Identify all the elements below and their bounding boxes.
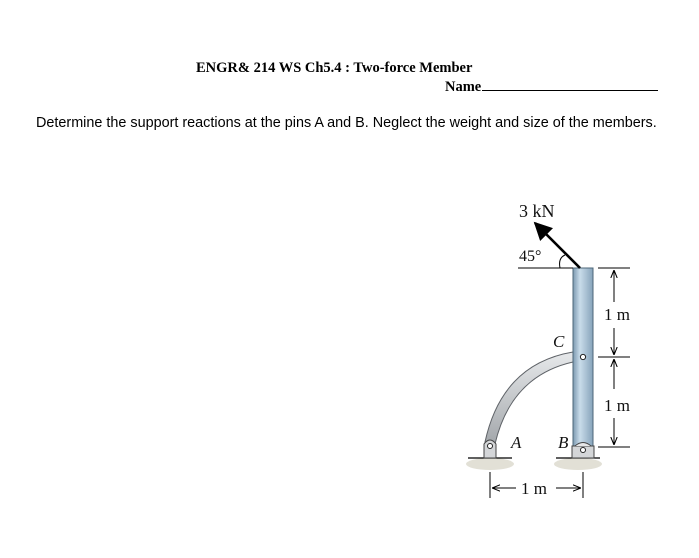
worksheet-title: ENGR& 214 WS Ch5.4 : Two-force Member bbox=[196, 60, 473, 76]
frame-diagram bbox=[432, 192, 661, 512]
curved-member-ac bbox=[485, 352, 573, 444]
name-label: Name bbox=[445, 79, 482, 95]
angle-arc bbox=[560, 255, 565, 268]
force-arrow bbox=[535, 223, 580, 268]
problem-statement: Determine the support reactions at the pins A and B. Neglect the weight and size of the members. bbox=[36, 115, 657, 131]
label-a: A bbox=[511, 433, 522, 452]
name-field bbox=[445, 78, 658, 96]
label-c: C bbox=[553, 332, 565, 351]
ground-support-b bbox=[554, 458, 602, 470]
frame-diagram-svg bbox=[432, 192, 661, 512]
dim-label-lower: 1 m bbox=[604, 396, 630, 415]
label-b: B bbox=[558, 433, 569, 452]
angle-label: 45° bbox=[519, 248, 542, 265]
name-blank-line bbox=[482, 78, 658, 91]
dim-label-upper: 1 m bbox=[604, 305, 630, 324]
force-label: 3 kN bbox=[519, 201, 555, 221]
pin-support-a bbox=[484, 440, 496, 458]
pin-c bbox=[580, 354, 585, 359]
dim-label-horizontal: 1 m bbox=[521, 479, 547, 498]
ground-support-a bbox=[466, 458, 514, 470]
